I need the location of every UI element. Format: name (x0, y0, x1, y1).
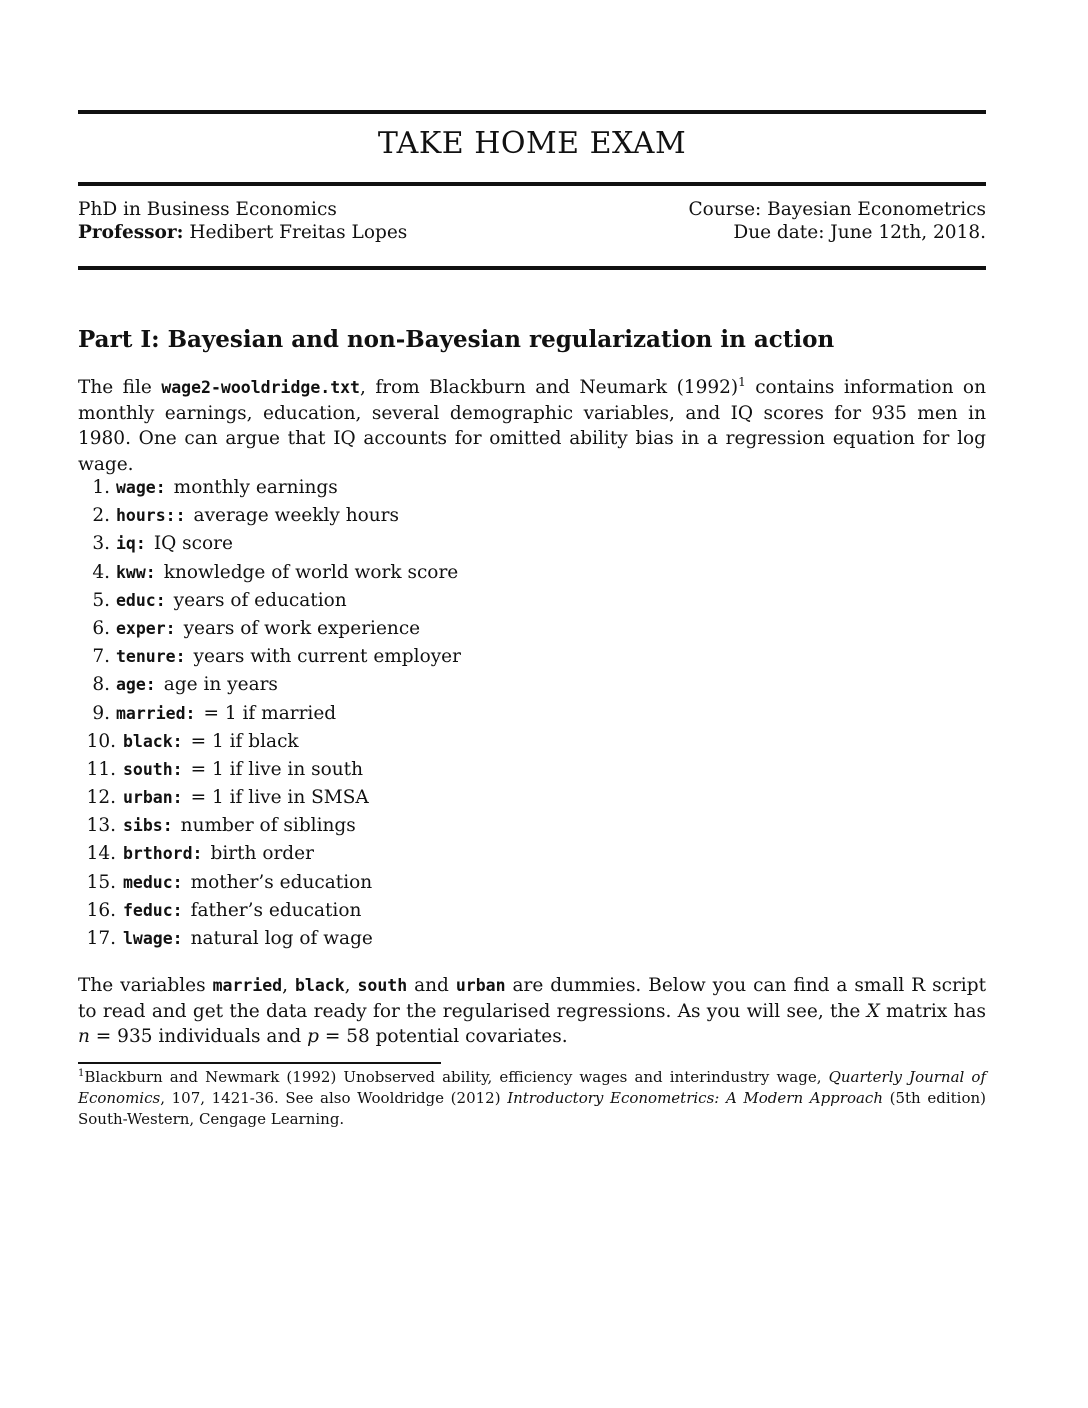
math-x: X (866, 1000, 880, 1022)
professor-label: Professor: (78, 222, 184, 243)
due-date: Due date: June 12th, 2018. (733, 222, 986, 243)
list-item (78, 502, 986, 530)
variable-description: years with current employer (193, 646, 461, 668)
professor-line (78, 221, 407, 244)
math-p: p (307, 1026, 319, 1047)
list-number: 17. (86, 928, 116, 949)
list-item (78, 756, 986, 784)
list-item (78, 530, 986, 558)
variable-name: hours:: (116, 506, 186, 526)
list-number: 13. (86, 815, 116, 837)
intro-paragraph (78, 375, 986, 477)
footnote (78, 1067, 986, 1130)
variable-description: = 1 if married (203, 702, 337, 724)
closing-text-2: are dummies. Below you can find a small R script to read and get the data ready for the regularised regressions. As you will see, the (78, 975, 986, 1022)
section-title: Part I: Bayesian and non-Bayesian regularization in action (78, 326, 835, 353)
header-right (689, 198, 986, 244)
list-number: 16. (86, 899, 116, 921)
list-number: 8. (92, 674, 110, 696)
list-number: 12. (86, 787, 116, 809)
list-item (78, 700, 986, 728)
variable-description: birth order (210, 843, 314, 865)
program: PhD in Business Economics (78, 199, 337, 220)
list-item (78, 559, 986, 587)
closing-text-3: matrix has (879, 1000, 986, 1022)
var-south: south (357, 976, 408, 995)
header-left (78, 198, 407, 244)
closing-text-4: = 935 individuals and (89, 1026, 308, 1047)
footnote-text-2: , 107, 1421-36. See also Wooldridge (2012) (160, 1089, 508, 1107)
variable-name: kww: (116, 562, 156, 582)
variable-description: number of siblings (180, 815, 356, 837)
closing-text-5: = 58 potential covariates. (318, 1026, 568, 1047)
variable-name: lwage: (123, 929, 183, 948)
variable-description: father’s education (190, 899, 362, 921)
variable-description: = 1 if live in south (190, 758, 364, 780)
list-item (78, 869, 986, 897)
var-urban: urban (455, 976, 506, 995)
closing-paragraph (78, 973, 986, 1050)
file-name: wage2-wooldridge.txt (161, 378, 360, 397)
list-number: 6. (92, 617, 110, 639)
var-black: black (294, 976, 345, 995)
variable-description: years of work experience (183, 617, 421, 639)
variable-name: south: (123, 759, 183, 779)
variable-name: black: (123, 731, 183, 751)
header-rule (78, 266, 986, 270)
variable-description: monthly earnings (173, 477, 338, 498)
variable-list (78, 474, 986, 953)
list-item (78, 671, 986, 699)
list-number: 11. (86, 758, 116, 780)
list-item (78, 474, 986, 502)
list-item (78, 615, 986, 643)
variable-description: natural log of wage (190, 928, 373, 949)
variable-description: = 1 if black (190, 730, 299, 752)
list-item (78, 925, 986, 953)
variable-name: married: (116, 703, 196, 723)
variable-description: knowledge of world work score (163, 561, 459, 583)
intro-text-3: contains information on monthly earnings, education, several demographic variables, and IQ scores for 935 men in 1980. One can argue that IQ accounts for omitted ability bias in a regression equation for log wage. (78, 377, 986, 475)
variable-description: years of education (173, 589, 347, 611)
variable-name: exper: (116, 618, 176, 638)
variable-description: age in years (163, 674, 278, 696)
list-number: 1. (92, 477, 110, 498)
variable-name: educ: (116, 590, 166, 610)
variable-name: wage: (116, 478, 166, 497)
list-number: 4. (92, 561, 110, 583)
comma-1: , (282, 975, 295, 996)
closing-text-1: The variables (78, 975, 213, 996)
exam-title: TAKE HOME EXAM (377, 126, 687, 161)
list-item (78, 784, 986, 812)
intro-text-2: , from Blackburn and Neumark (1992) (360, 377, 739, 398)
footnote-journal: Quarterly Journal of Economics (78, 1068, 986, 1107)
variable-description: IQ score (153, 533, 233, 555)
variable-name: iq: (116, 534, 146, 554)
title-rule (78, 182, 986, 186)
comma-2: , (344, 975, 358, 996)
list-item (78, 812, 986, 840)
footnote-text-3: (5th edition) South-Western, Cengage Learning. (78, 1089, 986, 1128)
list-number: 10. (86, 730, 116, 752)
and-word: and (407, 975, 456, 996)
variable-name: sibs: (123, 816, 173, 836)
list-number: 14. (86, 843, 116, 865)
top-rule (78, 110, 986, 114)
course: Course: Bayesian Econometrics (688, 199, 986, 220)
variable-name: tenure: (116, 647, 186, 667)
variable-description: mother’s education (190, 871, 373, 893)
variable-name: meduc: (123, 872, 183, 892)
list-number: 2. (92, 505, 110, 527)
variable-name: brthord: (123, 844, 203, 864)
list-number: 15. (86, 871, 116, 893)
list-item (78, 587, 986, 615)
footnote-text-1: Blackburn and Newmark (1992) Unobserved ability, efficiency wages and interindustry wage, (84, 1068, 829, 1086)
variable-description: = 1 if live in SMSA (190, 787, 369, 809)
variable-name: age: (116, 675, 156, 695)
var-married: married (212, 976, 283, 995)
list-number: 3. (92, 533, 110, 555)
variable-name: urban: (123, 788, 183, 808)
footnote-ref: 1 (738, 374, 746, 389)
list-number: 7. (92, 646, 110, 668)
footnote-rule (78, 1062, 441, 1064)
math-n: n (78, 1026, 90, 1047)
footnote-mark: 1 (78, 1068, 85, 1079)
list-item (78, 897, 986, 925)
list-number: 9. (92, 702, 110, 724)
list-item (78, 643, 986, 671)
list-number: 5. (92, 589, 110, 611)
list-item (78, 728, 986, 756)
professor-name: Hedibert Freitas Lopes (189, 222, 408, 243)
list-item (78, 840, 986, 868)
variable-name: feduc: (123, 900, 183, 920)
footnote-book: Introductory Econometrics: A Modern Approach (507, 1089, 883, 1107)
variable-description: average weekly hours (193, 505, 400, 527)
intro-text-1: The file (78, 377, 162, 398)
